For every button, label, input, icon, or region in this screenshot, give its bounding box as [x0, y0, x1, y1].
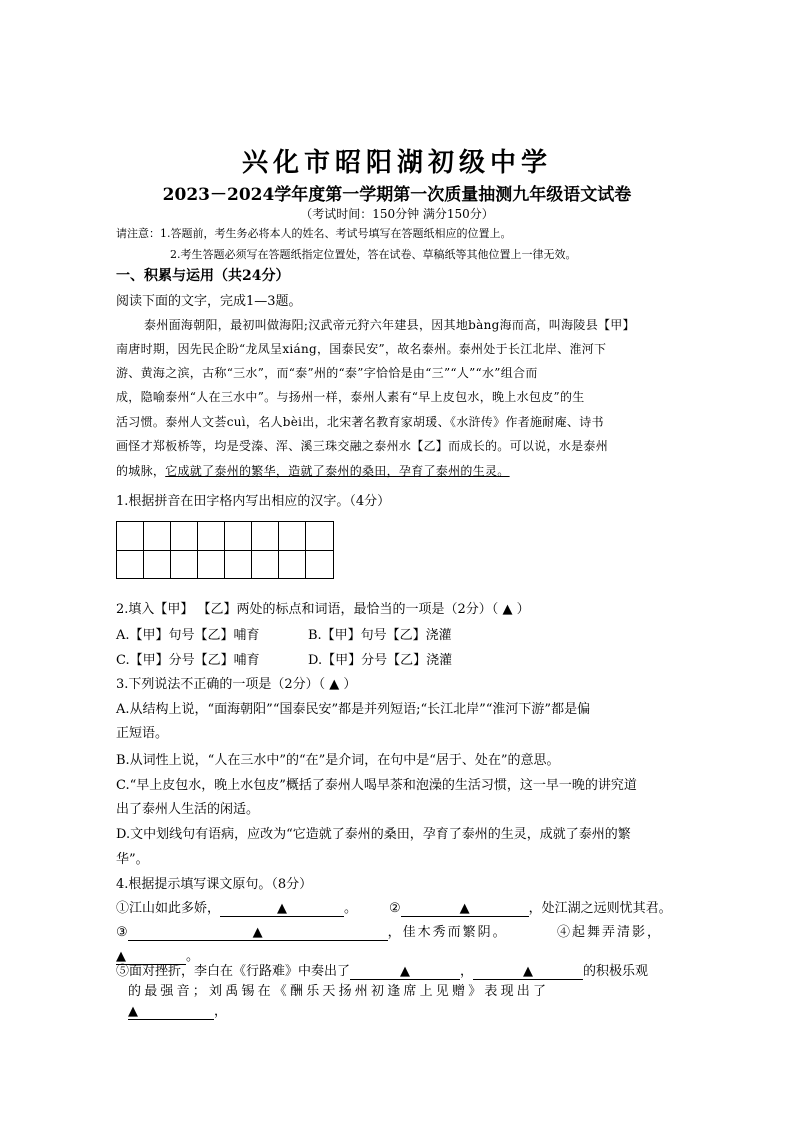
notice-2: 2.考生答题必须写在答题纸指定位置处，答在试卷、草稿纸等其他位置上一律无效。	[170, 248, 577, 261]
q4-text: 4.根据提示填写课文原句。（8分）	[116, 877, 313, 892]
answer-blank[interactable]: ▲	[220, 901, 344, 917]
passage-line: 南唐时期，因先民企盼“龙凤呈xiáng，国泰民安”，故名泰州。泰州处于长江北岸、淮河下	[116, 342, 607, 356]
q3-option-d-cont: 华”。	[116, 852, 149, 867]
section-title: 一、积累与运用（共24分）	[116, 268, 290, 284]
school-name: 兴化市昭阳湖初级中学	[241, 148, 552, 178]
answer-blank[interactable]: ▲	[401, 901, 529, 917]
exam-title: 2023－2024学年度第一学期第一次质量抽测九年级语文试卷	[162, 185, 632, 205]
q3-option-a: A.从结构上说，“面海朝阳”“国泰民安”都是并列短语;“长江北岸”“淮河下游”都是偏	[116, 702, 591, 717]
q4-item-5	[116, 960, 648, 980]
q3-option-a-cont: 正短语。	[116, 726, 169, 741]
q4-item5-comma: ，	[460, 964, 474, 979]
q3-option-d: D.文中划线句有语病，应改为“它造就了泰州的桑田，孕育了泰州的生灵，成就了泰州的繁	[116, 827, 631, 842]
passage-last-line	[116, 462, 510, 479]
answer-blank[interactable]: ▲	[116, 949, 186, 965]
q4-item-2	[389, 897, 672, 917]
passage-line: 泰州面海朝阳，最初叫做海阳;汉武帝元狩六年建县，因其地bàng海而高，叫海陵县【甲】	[144, 318, 635, 332]
q4-item3-prefix: ③	[116, 925, 128, 940]
q4-item-5-end	[128, 1000, 227, 1020]
passage-line: 画怪才郑板桥等，均是受溱、浑、溪三珠交融之泰州水【乙】而成长的。可以说，水是泰州	[116, 439, 609, 453]
q1-text: 1.根据拼音在田字格内写出相应的汉字。（4分）	[116, 494, 391, 509]
answer-blank[interactable]: ▲	[128, 1004, 214, 1020]
q3-option-c-cont: 出了泰州人生活的闲适。	[116, 802, 260, 817]
q2-text: 2.填入【甲】 【乙】两处的标点和词语，最恰当的一项是（2分）（ ▲ ）	[116, 602, 530, 617]
q4-item1-prefix: ①江山如此多娇，	[116, 901, 221, 916]
answer-blank[interactable]: ▲	[473, 964, 583, 980]
exam-info: （考试时间：150分钟 满分150分）	[300, 207, 494, 221]
q2-option-a: A.【甲】句号【乙】哺育	[116, 628, 260, 643]
q4-item5-suffix: 的积极乐观	[583, 964, 649, 979]
q2-option-c: C.【甲】分号【乙】哺育	[116, 653, 260, 668]
passage-line: 成，隐喻泰州“人在三水中”。与扬州一样，泰州人素有“早上皮包水，晚上水包皮”的生	[116, 390, 585, 404]
q3-text: 3.下列说法不正确的一项是（2分）（ ▲ ）	[116, 677, 357, 692]
q4-item2-suffix: ，处江湖之远则忧其君。	[528, 901, 672, 916]
q4-item5-prefix: ⑤面对挫折，李白在《行路难》中奏出了	[116, 964, 351, 979]
answer-blank[interactable]: ▲	[128, 925, 388, 941]
q2-option-d: D.【甲】分号【乙】浇灌	[308, 653, 453, 668]
q4-item-1	[116, 897, 357, 917]
q4-item5-end: ，	[214, 1004, 228, 1019]
q2-option-b: B.【甲】句号【乙】浇灌	[308, 628, 452, 643]
passage-last-prefix: 的城脉，	[116, 464, 166, 478]
q4-item1-end: 。	[344, 901, 358, 916]
q3-option-c: C.“早上皮包水，晚上水包皮”概括了泰州人喝早茶和泡澡的生活习惯，这一早一晚的讲究道	[116, 778, 637, 793]
q4-item2-prefix: ②	[389, 901, 401, 916]
passage-line: 活习惯。泰州人文荟cuì，名人bèi出，北宋著名教育家胡瑗、《水浒传》作者施耐庵、诗书	[116, 415, 604, 429]
answer-blank[interactable]: ▲	[350, 964, 460, 980]
q4-item-5-line2: 的最强音；刘禹锡在《酬乐天扬州初逢席上见赠》表现出了	[128, 984, 550, 999]
passage-line: 游、黄海之滨，古称“三水”，而“泰”州的“泰”字恰恰是由“三”“人”“水”组合而	[116, 366, 538, 380]
q4-item4-end: 。	[186, 949, 200, 964]
q3-option-b: B.从词性上说，“人在三水中”的“在”是介词，在句中是“居于、处在”的意思。	[116, 753, 560, 768]
q4-item-4-prefix: ④起舞弄清影，	[557, 925, 663, 940]
tianzige-grid[interactable]	[116, 521, 334, 579]
notice-1: 请注意：1.答题前，考生务必将本人的姓名、考试号填写在答题纸相应的位置上。	[116, 227, 512, 240]
section-intro: 阅读下面的文字，完成1—3题。	[116, 294, 302, 309]
q4-item-3	[116, 921, 508, 941]
q4-item3-suffix: ，佳木秀而繁阴。	[387, 925, 508, 940]
underlined-sentence: 它成就了泰州的繁华，造就了泰州的桑田，孕育了泰州的生灵。	[165, 464, 510, 478]
